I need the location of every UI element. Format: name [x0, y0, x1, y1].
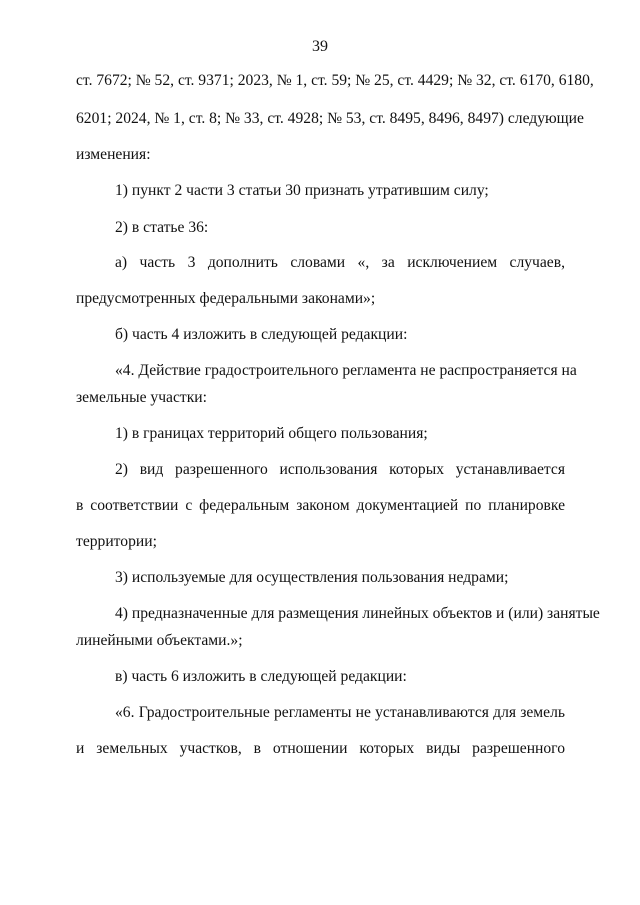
text-line: 1) в границах территорий общего пользования; — [115, 425, 428, 442]
text-line: б) часть 4 изложить в следующей редакции: — [115, 326, 408, 343]
text-line: ст. 7672; № 52, ст. 9371; 2023, № 1, ст. 59; № 25, ст. 4429; № 32, ст. 6170, 6180, — [76, 72, 594, 89]
text-line: «4. Действие градостроительного регламента не распространяется на — [115, 362, 577, 379]
text-line: в) часть 6 изложить в следующей редакции: — [115, 668, 407, 685]
text-line: 1) пункт 2 части 3 статьи 30 признать утратившим силу; — [115, 182, 489, 199]
page-number: 39 — [312, 38, 328, 55]
text-line: а) часть 3 дополнить словами «, за исключением случаев, — [115, 254, 565, 271]
text-line: земельные участки: — [76, 389, 207, 406]
text-line: предусмотренных федеральными законами»; — [76, 290, 376, 307]
text-line: 2) в статье 36: — [115, 219, 209, 236]
text-line: и земельных участков, в отношении которых виды разрешенного — [76, 740, 565, 757]
text-line: 3) используемые для осуществления пользования недрами; — [115, 569, 509, 586]
text-line: 2) вид разрешенного использования которых устанавливается — [115, 461, 565, 478]
text-line: 4) предназначенные для размещения линейных объектов и (или) занятые — [115, 605, 600, 622]
text-line: изменения: — [76, 146, 151, 163]
text-line: линейными объектами.»; — [76, 632, 243, 649]
text-line: «6. Градостроительные регламенты не устанавливаются для земель — [115, 704, 565, 721]
text-line: территории; — [76, 533, 157, 550]
text-line: 6201; 2024, № 1, ст. 8; № 33, ст. 4928; № 53, ст. 8495, 8496, 8497) следующие — [76, 110, 584, 127]
text-line: в соответствии с федеральным законом документацией по планировке — [76, 497, 565, 514]
